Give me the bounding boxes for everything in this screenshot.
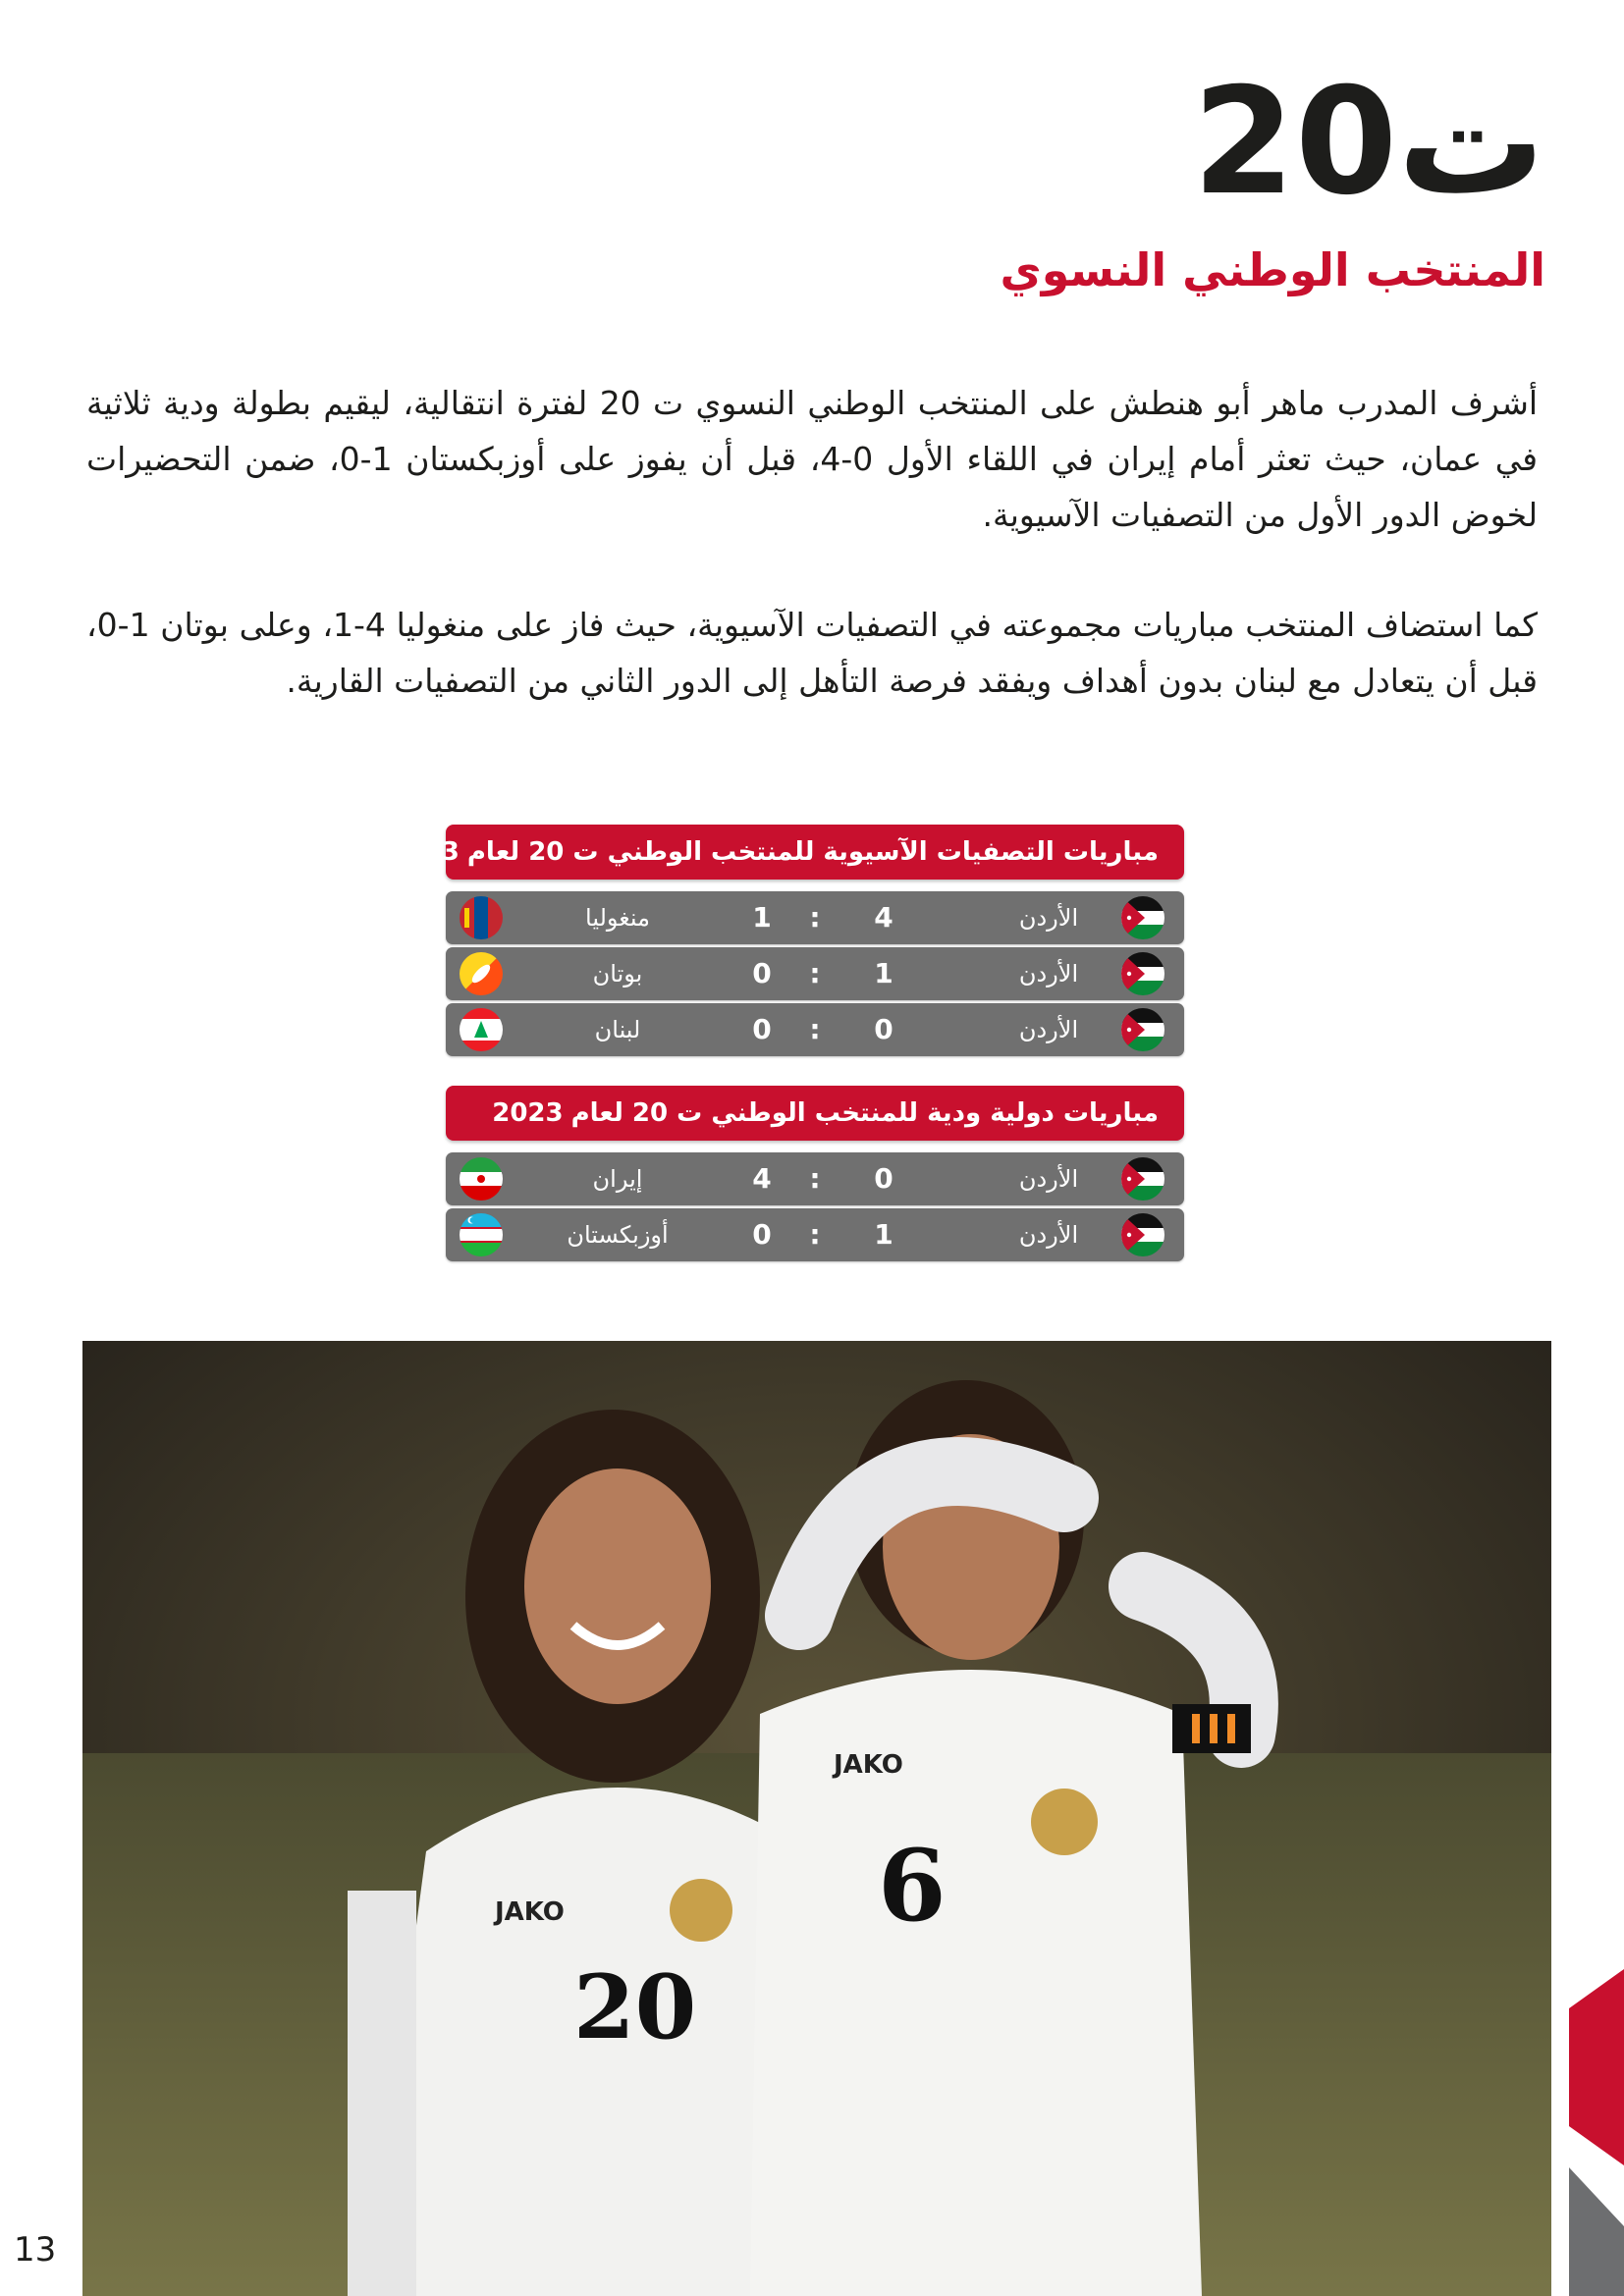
team-photo xyxy=(82,1341,1551,2296)
table-year: 2023 xyxy=(492,1098,564,1128)
home-score: 4 xyxy=(874,901,893,934)
away-score: 1 xyxy=(752,901,772,934)
flag-lebanon-icon xyxy=(460,1008,503,1051)
flag-iran-icon xyxy=(460,1157,503,1201)
table-title: مباريات التصفيات الآسيوية للمنتخب الوطني ت 20 لعام xyxy=(466,837,1159,867)
jersey-brand: JAKO xyxy=(495,1897,565,1927)
home-team: الأردن xyxy=(1018,1221,1079,1249)
decorative-red-chevron xyxy=(1569,1969,1624,2165)
away-score: 0 xyxy=(752,1013,772,1045)
away-score: 0 xyxy=(752,957,772,989)
table-row xyxy=(446,891,1184,944)
score-separator: : xyxy=(809,1013,821,1045)
away-team: بوتان xyxy=(592,960,643,988)
page-subtitle: المنتخب الوطني النسوي xyxy=(1000,243,1545,296)
results-tables xyxy=(388,825,1184,1264)
table-header-asian-qualifiers xyxy=(388,825,1184,880)
score-separator: : xyxy=(809,1162,821,1195)
flag-uzbekistan-icon xyxy=(460,1213,503,1256)
score-separator: : xyxy=(809,957,821,989)
flag-jordan-icon xyxy=(1121,1213,1164,1256)
away-team: إيران xyxy=(592,1165,643,1193)
intro-paragraph: أشرف المدرب ماهر أبو هنطش على المنتخب الوطني النسوي ت 20 لفترة انتقالية، ليقيم بطولة ودية ثلاثية في عمان، حيث تعثر أمام إيران في اللقاء الأول 0-4، قبل أن يفوز على أوزبكستان 1-0، ضمن التحضيرات لخوض الدور الأول من التصفيات الآسيوية. xyxy=(86,384,1539,534)
table-year: 2023 xyxy=(388,837,460,867)
away-score: 0 xyxy=(752,1218,772,1251)
home-score: 0 xyxy=(874,1162,893,1195)
player2-number: 6 xyxy=(878,1828,947,1944)
home-team: الأردن xyxy=(1018,960,1079,988)
table-title: مباريات دولية ودية للمنتخب الوطني ت 20 لعام xyxy=(570,1098,1159,1128)
table-row xyxy=(446,1208,1184,1261)
home-team: الأردن xyxy=(1018,1016,1079,1043)
table-row xyxy=(446,1003,1184,1056)
home-team: الأردن xyxy=(1018,904,1079,932)
flag-mongolia-icon xyxy=(460,896,503,939)
federation-crest-icon xyxy=(1031,1789,1098,1855)
away-team: لبنان xyxy=(594,1016,641,1043)
flag-bhutan-icon xyxy=(460,952,503,995)
score-separator: : xyxy=(809,1218,821,1251)
home-score: 1 xyxy=(874,1218,893,1251)
asian-qualifiers-rows xyxy=(446,891,1184,1056)
home-score: 1 xyxy=(874,957,893,989)
flag-jordan-icon xyxy=(1121,1008,1164,1051)
flag-jordan-icon xyxy=(1121,1157,1164,1201)
page-number: 13 xyxy=(14,2230,57,2269)
table-row xyxy=(446,1152,1184,1205)
jersey-brand-2: JAKO xyxy=(834,1750,903,1780)
friendlies-rows xyxy=(446,1152,1184,1261)
score-separator: : xyxy=(809,901,821,934)
away-score: 4 xyxy=(752,1162,772,1195)
federation-crest-icon xyxy=(670,1879,732,1942)
flag-jordan-icon xyxy=(1121,952,1164,995)
home-score: 0 xyxy=(874,1013,893,1045)
qualifiers-paragraph: كما استضاف المنتخب مباريات مجموعته في التصفيات الآسيوية، حيث فاز على منغوليا 4-1، وعلى بوتان 1-0، قبل أن يتعادل مع لبنان بدون أهداف ويفقد فرصة التأهل إلى الدور الثاني من التصفيات القارية. xyxy=(86,606,1538,700)
table-row xyxy=(446,947,1184,1000)
decorative-grey-chevron xyxy=(1569,2167,1624,2296)
table-header-friendlies xyxy=(446,1086,1184,1141)
home-team: الأردن xyxy=(1018,1165,1079,1193)
away-team: منغوليا xyxy=(585,904,650,932)
away-team: أوزبكستان xyxy=(567,1221,669,1249)
flag-jordan-icon xyxy=(1121,896,1164,939)
page-title: ت20 xyxy=(1192,57,1545,228)
player1-number: 20 xyxy=(573,1955,697,2059)
